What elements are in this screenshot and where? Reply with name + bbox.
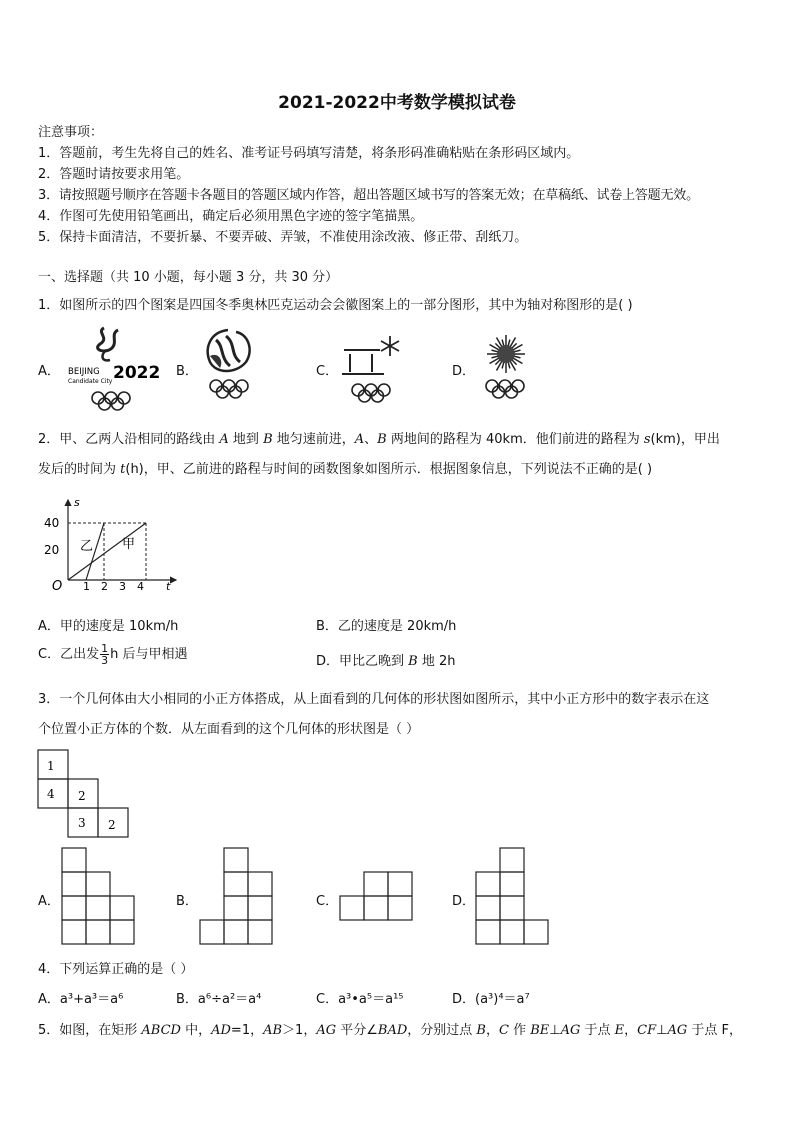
q1-logo-c (340, 334, 410, 408)
q3-option-a-shape (60, 846, 140, 948)
x-tick-2: 2 (101, 580, 108, 593)
olympic-rings-icon (352, 384, 390, 402)
note-item-2: 2．答题时请按要求用笔。 (38, 167, 190, 182)
q2-option-d: D．甲比乙晚到 B 地 2h (316, 654, 456, 669)
label-jia: 甲 (122, 537, 136, 552)
burst-ray (508, 340, 510, 347)
burst-ray (492, 350, 499, 352)
q3-line-1: 3．一个几何体由大小相同的小正方体搭成，从上面看到的几何体的形状图如图所示，其中小正方形中的数字表示在这 (38, 692, 710, 707)
q2-option-b: B．乙的速度是 20km/h (316, 619, 457, 634)
logo-a-text-1: BEIJING (68, 367, 100, 377)
origin-label: O (52, 579, 63, 594)
page-title: 2021-2022中考数学模拟试卷 (278, 93, 516, 113)
y-axis-label: s (74, 496, 80, 509)
grid-cell-1: 1 (47, 759, 55, 773)
section-heading: 一、选择题（共 10 小题，每小题 3 分，共 30 分） (38, 270, 339, 285)
logo-a-year: 2022 (113, 363, 160, 383)
x-tick-4: 4 (137, 580, 144, 593)
q3-option-c-shape (338, 870, 418, 926)
burst-ray (492, 356, 499, 358)
q4-stem: 4．下列运算正确的是（ ） (38, 962, 194, 977)
fraction-one-third: $\frac{1}{3}$ (101, 642, 109, 667)
q4-option-d: D．(a³)⁴＝a⁷ (452, 992, 530, 1007)
q4-option-a: A．a³+a³＝a⁶ (38, 992, 124, 1007)
q2-option-a: A．甲的速度是 10km/h (38, 619, 179, 634)
q1-option-c-label: C． (316, 364, 339, 379)
q1-option-d-label: D． (452, 364, 476, 379)
burst-ray (508, 362, 510, 369)
q3-option-b-label: B． (176, 894, 198, 909)
q4-option-c: C．a³•a⁵＝a¹⁵ (316, 992, 404, 1007)
x-tick-1: 1 (83, 580, 90, 593)
grid-cell-3: 2 (78, 789, 86, 803)
q1-option-a-label: A． (38, 364, 60, 379)
q4-option-b: B．a⁶÷a²＝a⁴ (176, 992, 262, 1007)
q2-option-c: C．乙出发 $\frac{1}{3}$ h 后与甲相遇 (38, 642, 188, 667)
grid-cell-4: 3 (78, 816, 86, 830)
olympic-rings-icon (92, 392, 130, 410)
snowflake-icon (381, 336, 399, 356)
q5-stem: 5．如图，在矩形 ABCD 中，AD=1，AB＞1，AG 平分∠BAD，分别过点 B，C 作 BE⊥AG 于点 E，CF⊥AG 于点 F， (38, 1023, 742, 1038)
notes-heading: 注意事项： (38, 125, 104, 140)
q1-logo-d (476, 334, 540, 408)
grid-cell-5: 2 (108, 818, 116, 832)
q3-option-d-shape (474, 846, 554, 948)
burst-ray (514, 356, 521, 358)
x-tick-3: 3 (119, 580, 126, 593)
y-tick-20: 20 (44, 543, 60, 557)
note-item-1: 1．答题前，考生先将自己的姓名、准考证号码填写清楚，将条形码准确粘贴在条形码区域内。 (38, 146, 580, 161)
logo-a-text-2: Candidate City (68, 378, 113, 385)
grid-cell-2: 4 (47, 787, 55, 801)
q2-function-graph (38, 494, 186, 594)
label-yi: 乙 (80, 539, 94, 554)
y-tick-40: 40 (44, 516, 60, 530)
burst-ray (514, 350, 521, 352)
note-item-4: 4．作图可先使用铅笔画出，确定后必须用黑色字迹的签字笔描黑。 (38, 209, 424, 224)
x-axis-label: t (166, 580, 171, 593)
q2-line-1: 2．甲、乙两人沿相同的路线由 A 地到 B 地匀速前进，A、B 两地间的路程为 40km．他们前进的路程为 s(km)，甲出 (38, 432, 720, 447)
q1-stem: 1．如图所示的四个图案是四国冬季奥林匹克运动会会徽图案上的一部分图形，其中为轴对称图形的是( ) (38, 298, 633, 313)
q3-option-a-label: A． (38, 894, 60, 909)
burst-ray (502, 340, 504, 347)
olympic-rings-icon (210, 380, 248, 398)
q3-top-view-grid (36, 748, 132, 840)
q1-logo-a (66, 322, 160, 412)
q3-option-c-label: C． (316, 894, 339, 909)
note-item-5: 5．保持卡面清洁，不要折暴、不要弄破、弄皱，不准使用涂改液、修正带、刮纸刀。 (38, 230, 528, 245)
q1-option-b-label: B． (176, 364, 198, 379)
q3-line-2: 个位置小正方体的个数．从左面看到的这个几何体的形状图是（ ） (38, 722, 420, 737)
q3-option-b-shape (198, 846, 278, 948)
q2-line-2: 发后的时间为 t(h)，甲、乙前进的路程与时间的函数图象如图所示．根据图象信息，下列说法不正确的是( ) (38, 462, 653, 477)
burst-ray (502, 362, 504, 369)
olympic-rings-icon (486, 380, 524, 398)
q3-option-d-label: D． (452, 894, 476, 909)
note-item-3: 3．请按照题号顺序在答题卡各题目的答题区域内作答，超出答题区域书写的答案无效；在草稿纸、试卷上答题无效。 (38, 188, 699, 203)
q1-logo-b (196, 326, 260, 406)
